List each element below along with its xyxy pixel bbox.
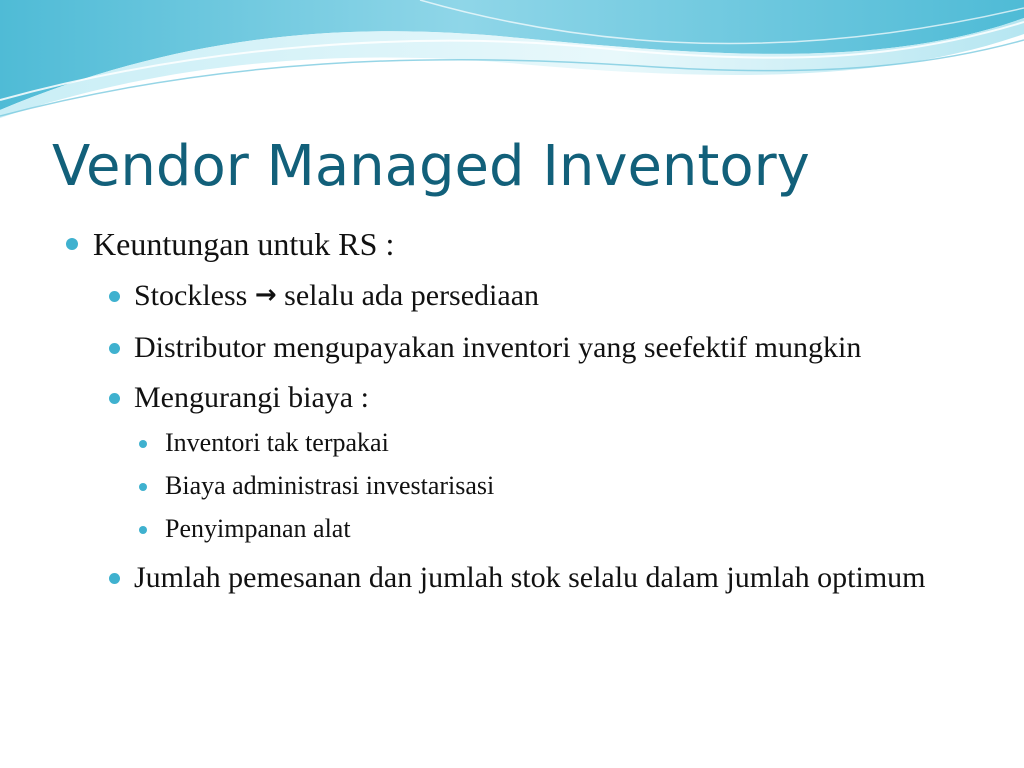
bullet-text: selalu ada persediaan (284, 279, 540, 312)
bullet-dot-icon (109, 343, 120, 354)
bullet-item (60, 275, 980, 318)
bullet-text: Stockless (134, 279, 248, 312)
bullet-text: Distributor mengupayakan inventori yang seefektif mungkin (134, 331, 862, 364)
bullet-dot-icon (66, 238, 78, 250)
bullet-dot-icon (139, 440, 147, 448)
slide-title: Vendor Managed Inventory (52, 134, 810, 199)
sub-bullet-item (60, 511, 980, 547)
sub-bullet-item (60, 425, 980, 461)
bullet-text: Mengurangi biaya : (134, 381, 369, 414)
bullet-item (60, 557, 980, 598)
bullet-dot-icon (109, 393, 120, 404)
bullet-item (60, 327, 980, 368)
bullet-text: Biaya administrasi investarisasi (165, 471, 495, 500)
bullet-item (60, 377, 980, 418)
right-arrow-icon: → (254, 280, 277, 310)
bullet-dot-icon (109, 573, 120, 584)
bullet-text: Penyimpanan alat (165, 514, 351, 543)
bullet-dot-icon (139, 483, 147, 491)
bullet-text: Keuntungan untuk RS : (93, 226, 395, 262)
bullet-item (60, 222, 980, 267)
wave-header-decoration (0, 0, 1024, 130)
bullet-text: Jumlah pemesanan dan jumlah stok selalu dalam jumlah optimum (134, 561, 926, 594)
bullet-dot-icon (139, 526, 147, 534)
bullet-list (60, 222, 980, 598)
bullet-dot-icon (109, 291, 120, 302)
bullet-text: Inventori tak terpakai (165, 428, 389, 457)
sub-bullet-item (60, 468, 980, 504)
